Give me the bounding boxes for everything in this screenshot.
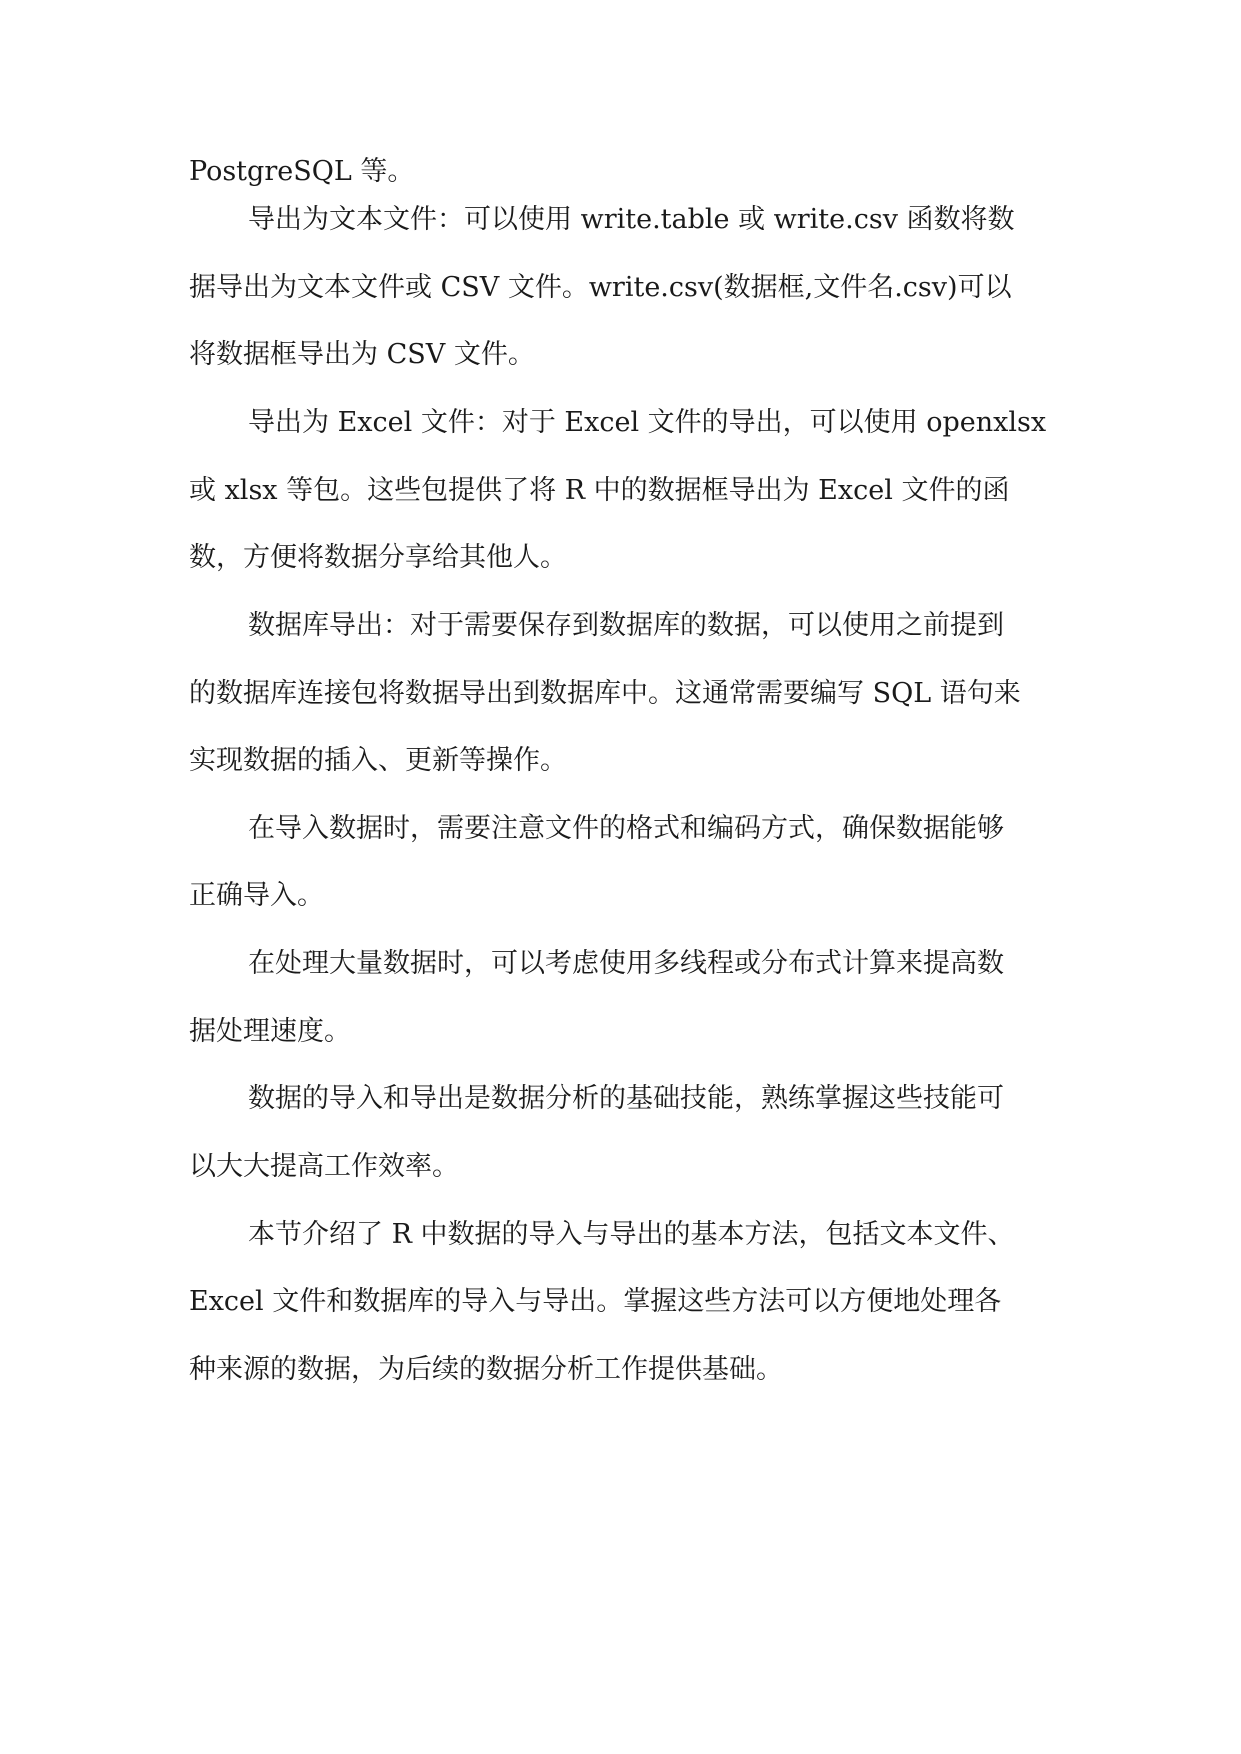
text-line: 以大大提高工作效率。 [189, 1151, 459, 1182]
text-line: 数据的导入和导出是数据分析的基础技能，熟练掌握这些技能可 [248, 1083, 1004, 1114]
text-line: 的数据库连接包将数据导出到数据库中。这通常需要编写 SQL 语句来 [189, 678, 1021, 709]
text-line: 导出为 Excel 文件：对于 Excel 文件的导出，可以使用 openxlsx [248, 407, 1047, 438]
text-line: 导出为文本文件：可以使用 write.table 或 write.csv 函数将数 [248, 204, 1015, 235]
text-line: 据处理速度。 [189, 1016, 351, 1047]
text-line: 数据库导出：对于需要保存到数据库的数据，可以使用之前提到 [248, 610, 1004, 641]
text-line: 正确导入。 [189, 880, 324, 911]
text-line: 本节介绍了 R 中数据的导入与导出的基本方法，包括文本文件、 [248, 1219, 1015, 1250]
text-line: 实现数据的插入、更新等操作。 [189, 745, 567, 776]
text-line: 在导入数据时，需要注意文件的格式和编码方式，确保数据能够 [248, 813, 1004, 844]
text-line: 在处理大量数据时，可以考虑使用多线程或分布式计算来提高数 [248, 948, 1004, 979]
text-line: PostgreSQL 等。 [189, 156, 415, 187]
text-line: 将数据框导出为 CSV 文件。 [189, 339, 535, 370]
text-line: 数，方便将数据分享给其他人。 [189, 542, 567, 573]
text-line: Excel 文件和数据库的导入与导出。掌握这些方法可以方便地处理各 [189, 1286, 1002, 1317]
text-line: 据导出为文本文件或 CSV 文件。write.csv(数据框,文件名.csv)可以 [189, 272, 1012, 303]
text-line: 或 xlsx 等包。这些包提供了将 R 中的数据框导出为 Excel 文件的函 [189, 475, 1010, 506]
text-line: 种来源的数据，为后续的数据分析工作提供基础。 [189, 1354, 783, 1385]
